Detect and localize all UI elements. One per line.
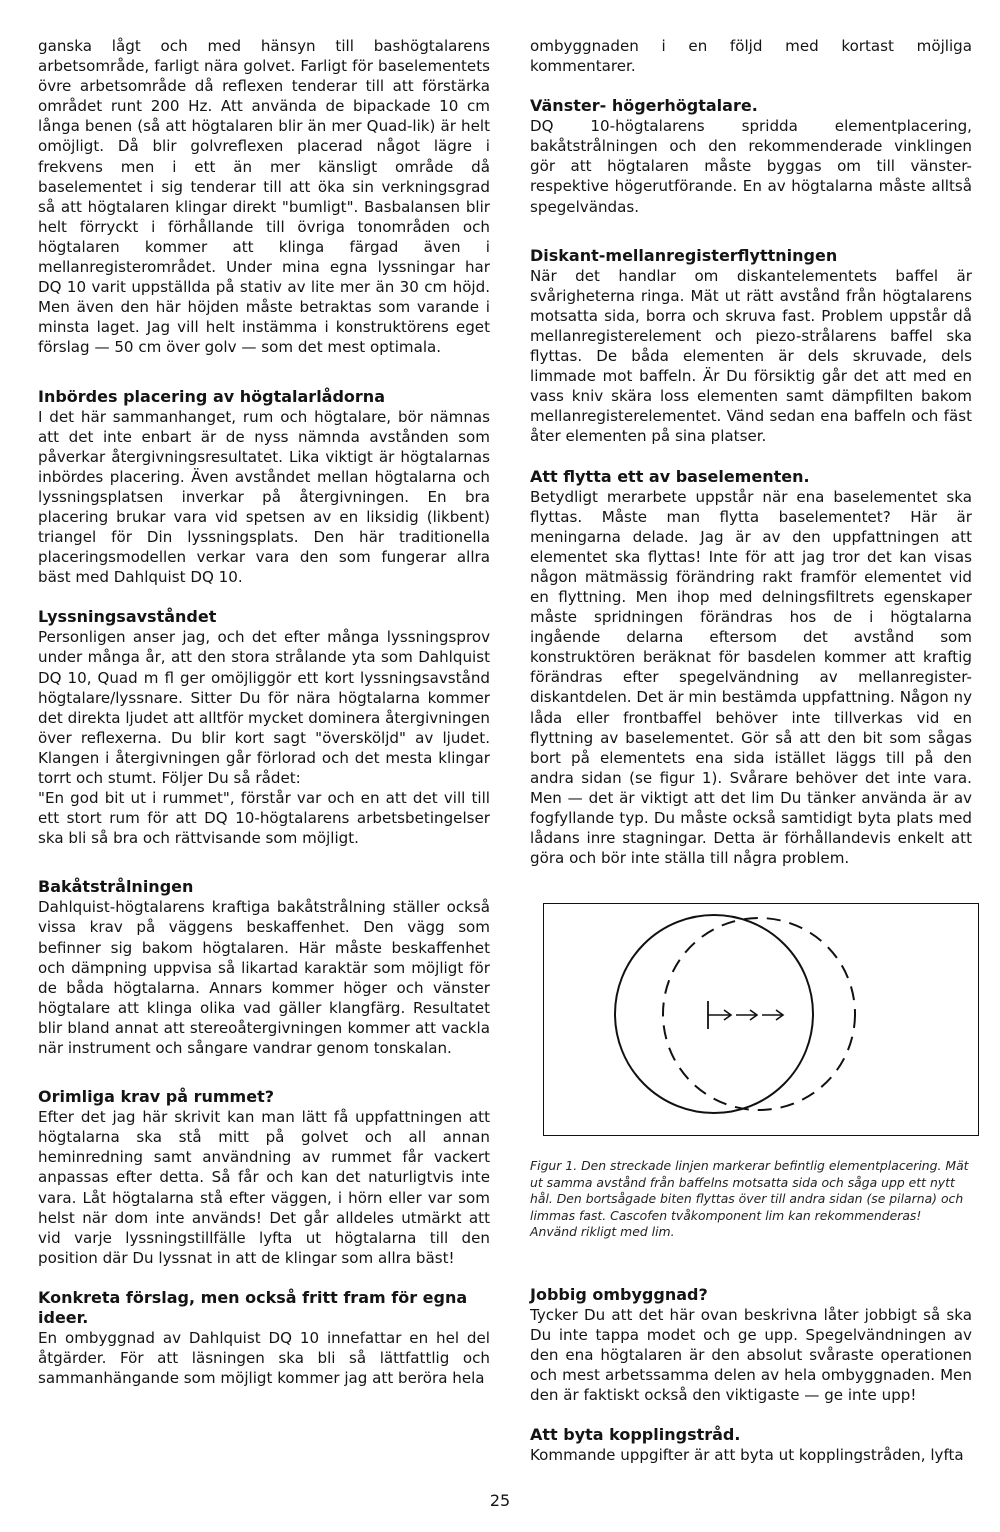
paragraph-jobbig-ombyggnad: Tycker Du att det här ovan beskrivna låter jobbigt så ska Du inte tappa modet och ge upp. Spegelvändningen av den ena högtalaren är den absolut svåraste operationen och mest arbetssamma delen av hela ombyggnaden. Men den är faktiskt också den viktigaste — ge inte upp!	[530, 1306, 972, 1405]
right-intro-paragraph: ombyggnaden i en följd med kortast möjliga kommentarer.	[530, 37, 972, 76]
move-arrows	[708, 1010, 783, 1020]
figure-1-drawing	[544, 904, 980, 1137]
heading-inbordes-placering: Inbördes placering av högtalarlådorna	[38, 386, 385, 406]
paragraph-vanster-hoger: DQ 10-högtalarens spridda elementplacering, bakåtstrålningen och den rekommenderade vinklingen gör att högtalaren måste byggas om till vänster- respektive högerutförande. En av högtalarna måste alltså spegelvändas.	[530, 117, 972, 216]
heading-bakatstralningen: Bakåtstrålningen	[38, 877, 194, 897]
paragraph-lyssningsavstandet-quote: "En god bit ut i rummet", förstår var och en att det vill till ett stort rum för att DQ 10-högtalarens arbetsbetingelser ska bli så bra och rättvisande som möjligt.	[38, 789, 490, 848]
paragraph-orimliga-krav: Efter det jag här skrivit kan man lätt få uppfattningen att högtalarna ska stå mitt på golvet och all annan heminredning samt användning av rummet får vackert anpassas efter detta. Så får och kan det naturligtvis inte vara. Låt högtalarna stå efter väggen, i hörn eller var som helst när dom inte används! Det går alldeles utmärkt att vid varje lyssningstillfälle lyfta ut högtalarna till den position där Du lyssnat in att de klingar som allra bäst!	[38, 1108, 490, 1267]
paragraph-lyssningsavstandet: Personligen anser jag, och det efter många lyssningsprov under många år, att den stora strålande yta som Dahlquist DQ 10, Quad m fl ger omöjliggör ett kort lyssningsavstånd högtalare/lyssnare. Sitter Du för nära högtalarna kommer det direkta ljudet att alltför mycket dominera återgivningen över reflexerna. Du blir kort sagt "översköljd" av ljudet. Klangen i återgivningen går förlorad och det mesta klingar torrt och stumt. Följer Du så rådet:	[38, 628, 490, 787]
paragraph-inbordes-placering: I det här sammanhanget, rum och högtalare, bör nämnas att det inte enbart är de nyss nämnda avstånden som påverkar återgivningsresultatet. Lika viktigt är högtalarnas inbördes placering. Även avståndet mellan högtalarna och lyssningsplatsen inverkar på återgivningen. En bra placering brukar vara vid spetsen av en liksidig (likbent) triangel för Din lyssningsplats. Den här traditionella placeringsmodellen verkar vara den som fungerar allra bäst med Dahlquist DQ 10.	[38, 407, 490, 587]
paragraph-flytta-baselement: Betydligt merarbete uppstår när ena baselementet ska flyttas. Måste man flytta baselementet? Här är meningarna delade. Jag är av den uppfattningen att elementet ska flyttas! Inte för att jag tror det kan visas någon mätmässig förändring rakt framför elementet vid en flyttning. Men ihop med delningsfiltrets egenskaper måste spridningen förändras hos de i högtalarna ingående delarna eftersom det avstånd som konstruktören beräknat för basdelen kommer att kraftig förändras efter spegelvändning av mellanregister- diskantdelen. Det är min bestämda uppfattning. Någon ny låda eller frontbaffel behöver inte tillverkas vid en flyttning av baselementet. Gör så att den bit som sågas bort på elementets ena sida istället läggs till på den andra sidan (se figur 1). Svårare behöver det inte vara. Men — det är viktigt att det lim Du tänker använda är av fogfyllande typ. Du måste också samtidigt byta plats med lådans inre stagningar. Detta är förhållandevis enkelt att göra och bör inte ställa till några problem.	[530, 487, 972, 868]
heading-vanster-hoger: Vänster- högerhögtalare.	[530, 96, 758, 116]
heading-flytta-baselement: Att flytta ett av baselementen.	[530, 466, 810, 486]
heading-orimliga-krav: Orimliga krav på rummet?	[38, 1087, 274, 1107]
left-column	[38, 36, 490, 1388]
paragraph-konkreta-forslag: En ombyggnad av Dahlquist DQ 10 innefattar en hel del åtgärder. För att läsningen ska bli så lättfattlig och sammanhängande som möjligt kommer jag att beröra hela	[38, 1328, 490, 1388]
heading-konkreta-forslag: Konkreta förslag, men också fritt fram för egna ideer.	[38, 1287, 468, 1327]
left-intro-paragraph: ganska lågt och med hänsyn till bashögtalarens arbetsområde, farligt nära golvet. Farligt för baselementets övre arbetsområde då reflexen tenderar till att förstärka området runt 200 Hz. Att använda de bipackade 10 cm långa benen (så att högtalaren blir än mer Quad-lik) är helt omöjligt. Då blir golvreflexen placerad något lägre i frekvens men i ett än mer känsligt område då baselementet i sig tenderar till att öka sin verkningsgrad så att högtalaren klingar direkt "bumligt". Basbalansen blir helt förryckt i förhållande till övriga tonområden och högtalaren kommer att klinga färgad även i mellanregisterområdet. Under mina egna lyssningar har DQ 10 varit uppställda på stativ av lite mer än 30 cm höjd. Men även den här höjden måste betraktas som varande i minsta laget. Jag vill helt instämma i konstruktörens eget förslag — 50 cm över golv — som det mest optimala.	[38, 37, 490, 357]
right-column-lower	[530, 1285, 972, 1466]
heading-jobbig-ombyggnad: Jobbig ombyggnad?	[530, 1285, 708, 1304]
page-number: 25	[489, 1491, 511, 1510]
heading-diskant-mellanregister: Diskant-mellanregisterflyttningen	[530, 245, 838, 265]
paragraph-byta-kopplingstrad: Kommande uppgifter är att byta ut kopplingstråden, lyfta	[530, 1446, 964, 1465]
old-element-dashed-circle	[663, 918, 855, 1110]
right-column	[530, 36, 972, 868]
new-element-circle	[615, 915, 813, 1113]
heading-lyssningsavstandet: Lyssningsavståndet	[38, 607, 217, 627]
figure-1-diagram	[543, 903, 979, 1136]
heading-byta-kopplingstrad: Att byta kopplingstråd.	[530, 1425, 741, 1445]
paragraph-diskant-mellanregister: När det handlar om diskantelementets baffel är svårigheterna ringa. Mät ut rätt avstånd från högtalarens motsatta sida, borra och skruva fast. Problem uppstår då mellanregisterelement och piezo-strålarens baffel ska flyttas. De båda elementen är dels skruvade, dels limmade mot baffeln. Är Du försiktig går det att med en vass kniv skära loss elementen samt dämpfilten bakom mellanregisterelementet. Vänd sedan ena baffeln och fäst åter elementen på sina platser.	[530, 266, 972, 446]
paragraph-bakatstralningen: Dahlquist-högtalarens kraftiga bakåtstrålning ställer också vissa krav på väggens beskaffenhet. Den vägg som befinner sig bakom högtalaren. Här måste beskaffenhet och dämpning uppvisa så likartad karaktär som möjligt för de båda högtalarna. Annars kommer höger och vänster högtalare att klinga olika vad gäller klangfärg. Resultatet blir bland annat att stereoåtergivningen kommer att vackla när instrument och sångare vandrar genom tonskalan.	[38, 898, 490, 1058]
figure-1-caption: Figur 1. Den streckade linjen markerar befintlig elementplacering. Mät ut samma avstånd från baffelns motsatta sida och såga upp ett nytt hål. Den bortsågade biten flyttas över till andra sidan (se pilarna) och limmas fast. Cascofen tvåkomponent lim kan rekommenderas! Använd rikligt med lim.	[530, 1158, 969, 1240]
